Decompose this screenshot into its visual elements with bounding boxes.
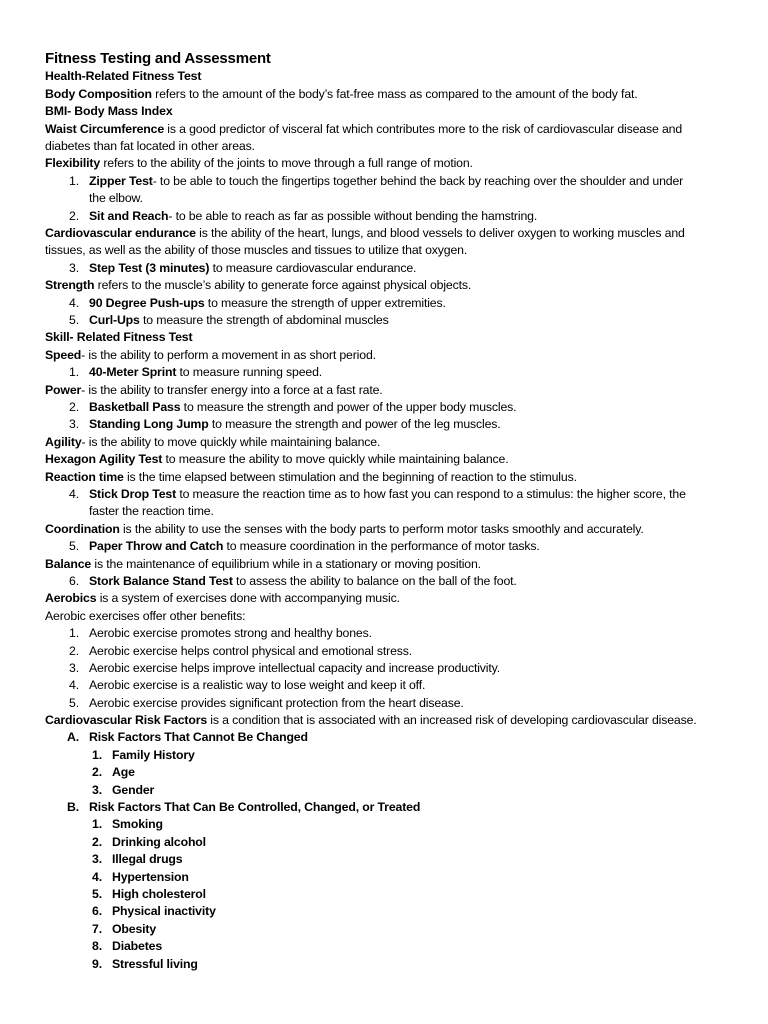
term: Basketball Pass [89, 400, 181, 414]
list-text: Aerobic exercise provides significant protection from the heart disease. [89, 696, 464, 710]
term: Sit and Reach [89, 209, 169, 223]
definition: is the time elapsed between stimulation and the beginning of reaction to the stimulus. [123, 470, 577, 484]
waist-circumference-line [45, 121, 682, 138]
list-text: Physical inactivity [112, 904, 216, 918]
speed-line [45, 347, 376, 364]
page-title: Fitness Testing and Assessment [45, 50, 271, 67]
category-text: Risk Factors That Can Be Controlled, Changed, or Treated [89, 800, 421, 814]
list-number: 2. [69, 644, 79, 658]
list-text: Hypertension [112, 870, 189, 884]
definition: to measure the strength of abdominal muscles [139, 313, 389, 327]
list-item [45, 260, 416, 277]
list-number: 4. [69, 487, 79, 501]
list-item [45, 677, 425, 694]
list-item-continued: the elbow. [89, 191, 143, 205]
list-number: 2. [92, 765, 102, 779]
list-item [45, 903, 216, 920]
definition: is the maintenance of equilibrium while in a stationary or moving position. [91, 557, 481, 571]
list-text: Drinking alcohol [112, 835, 206, 849]
list-item [45, 625, 372, 642]
definition: refers to the ability of the joints to move through a full range of motion. [100, 156, 473, 170]
category-text: Risk Factors That Cannot Be Changed [89, 730, 308, 744]
definition: to measure the reaction time as to how fast you can respond to a stimulus: the higher score, the [176, 487, 686, 501]
list-text: Obesity [112, 922, 157, 936]
definition: - to be able to reach as far as possible without bending the hamstring. [168, 209, 538, 223]
list-number: 1. [69, 174, 79, 188]
risk-category-b [45, 799, 420, 816]
term: Cardiovascular endurance [45, 226, 196, 240]
section-heading-health-related: Health-Related Fitness Test [45, 69, 202, 83]
list-item-continued: faster the reaction time. [89, 504, 214, 518]
list-number: 3. [69, 661, 79, 675]
list-item [45, 573, 517, 590]
definition: - to be able to touch the fingertips together behind the back by reaching over the shoulder and under [152, 174, 684, 188]
list-text: Diabetes [112, 939, 163, 953]
list-number: 9. [92, 957, 102, 971]
list-item [45, 695, 464, 712]
definition: - is the ability to move quickly while maintaining balance. [81, 435, 381, 449]
list-item [45, 173, 683, 190]
definition: to measure the strength of upper extremities. [204, 296, 446, 310]
bmi-line: BMI- Body Mass Index [45, 104, 173, 118]
list-item [45, 643, 412, 660]
list-number: 1. [92, 817, 102, 831]
list-number: 4. [92, 870, 102, 884]
term: Waist Circumference [45, 122, 165, 136]
definition: - is the ability to transfer energy into a force at a fast rate. [81, 383, 383, 397]
list-text: Smoking [112, 817, 163, 831]
list-number: 7. [92, 922, 102, 936]
definition: to measure the strength and power of the upper body muscles. [180, 400, 517, 414]
list-number: 4. [69, 678, 79, 692]
definition: is the ability to use the senses with the body parts to perform motor tasks smoothly and accurately. [119, 522, 644, 536]
term: Body Composition [45, 87, 152, 101]
list-number: 4. [69, 296, 79, 310]
list-text: Aerobic exercise helps improve intellectual capacity and increase productivity. [89, 661, 501, 675]
list-item [45, 921, 156, 938]
term: Power [45, 383, 82, 397]
term: Reaction time [45, 470, 124, 484]
aerobics-line [45, 590, 400, 607]
term: Zipper Test [89, 174, 153, 188]
list-item [45, 747, 195, 764]
definition: is the ability of the heart, lungs, and blood vessels to deliver oxygen to working muscles and [195, 226, 685, 240]
list-number: 5. [69, 313, 79, 327]
list-number: 5. [92, 887, 102, 901]
balance-line [45, 556, 481, 573]
agility-line [45, 434, 380, 451]
term: Balance [45, 557, 92, 571]
list-number: 3. [92, 783, 102, 797]
aerobic-benefits-intro: Aerobic exercises offer other benefits: [45, 609, 246, 623]
cardiovascular-endurance-line [45, 225, 685, 242]
definition: is a good predictor of visceral fat which contributes more to the risk of cardiovascular disease and [164, 122, 683, 136]
term: 40-Meter Sprint [89, 365, 177, 379]
list-number: 2. [69, 400, 79, 414]
coordination-line [45, 521, 644, 538]
list-number: 6. [92, 904, 102, 918]
list-item [45, 834, 206, 851]
list-item [45, 938, 162, 955]
list-item [45, 538, 540, 555]
list-number: 2. [92, 835, 102, 849]
body-composition-line [45, 86, 638, 103]
definition: to measure cardiovascular endurance. [209, 261, 417, 275]
risk-factors-line [45, 712, 697, 729]
list-text: Gender [112, 783, 155, 797]
list-number: 5. [69, 539, 79, 553]
list-item [45, 486, 686, 503]
list-number: 3. [92, 852, 102, 866]
list-text: Age [112, 765, 135, 779]
definition: is a system of exercises done with accompanying music. [96, 591, 400, 605]
term: Step Test (3 minutes) [89, 261, 210, 275]
list-text: Aerobic exercise promotes strong and healthy bones. [89, 626, 372, 640]
list-number: 5. [69, 696, 79, 710]
list-number: 1. [92, 748, 102, 762]
section-heading-skill-related: Skill- Related Fitness Test [45, 330, 193, 344]
term: Stick Drop Test [89, 487, 177, 501]
term: Flexibility [45, 156, 101, 170]
list-item [45, 816, 163, 833]
list-number: 1. [69, 365, 79, 379]
definition: to measure the strength and power of the leg muscles. [208, 417, 501, 431]
list-number: 8. [92, 939, 102, 953]
list-item [45, 660, 500, 677]
hexagon-agility-line [45, 451, 508, 468]
cardiovascular-endurance-continued: tissues, as well as the ability of those muscles and tissues to utilize that oxygen. [45, 243, 468, 257]
term: 90 Degree Push-ups [89, 296, 205, 310]
term: Hexagon Agility Test [45, 452, 163, 466]
waist-circumference-continued: diabetes than fat located in other areas. [45, 139, 255, 153]
term: Aerobics [45, 591, 97, 605]
term: Curl-Ups [89, 313, 140, 327]
list-item [45, 764, 135, 781]
list-number: 2. [69, 209, 79, 223]
list-number: 3. [69, 417, 79, 431]
list-item [45, 364, 322, 381]
definition: refers to the amount of the body’s fat-free mass as compared to the amount of the body fat. [151, 87, 638, 101]
list-text: High cholesterol [112, 887, 206, 901]
definition: is a condition that is associated with an increased risk of developing cardiovascular disease. [207, 713, 697, 727]
list-text: Stressful living [112, 957, 198, 971]
power-line [45, 382, 383, 399]
list-item [45, 295, 446, 312]
term: Stork Balance Stand Test [89, 574, 233, 588]
list-number: 3. [69, 261, 79, 275]
list-letter: A. [67, 730, 79, 744]
term: Standing Long Jump [89, 417, 209, 431]
list-letter: B. [67, 800, 79, 814]
term: Speed [45, 348, 82, 362]
list-text: Aerobic exercise is a realistic way to lose weight and keep it off. [89, 678, 426, 692]
list-item [45, 886, 206, 903]
list-item [45, 399, 516, 416]
definition: refers to the muscle’s ability to generate force against physical objects. [94, 278, 472, 292]
list-item [45, 956, 198, 973]
list-item [45, 869, 189, 886]
list-item [45, 312, 389, 329]
list-text: Aerobic exercise helps control physical and emotional stress. [89, 644, 413, 658]
term: Paper Throw and Catch [89, 539, 224, 553]
risk-category-a [45, 729, 308, 746]
list-text: Illegal drugs [112, 852, 183, 866]
strength-line [45, 277, 471, 294]
definition: to measure the ability to move quickly while maintaining balance. [162, 452, 509, 466]
definition: to measure running speed. [176, 365, 323, 379]
list-number: 1. [69, 626, 79, 640]
term: Strength [45, 278, 95, 292]
list-text: Family History [112, 748, 195, 762]
definition: to assess the ability to balance on the ball of the foot. [232, 574, 517, 588]
list-item [45, 782, 154, 799]
list-number: 6. [69, 574, 79, 588]
list-item [45, 416, 501, 433]
reaction-time-line [45, 469, 577, 486]
term: Agility [45, 435, 82, 449]
definition: to measure coordination in the performance of motor tasks. [223, 539, 540, 553]
term: Coordination [45, 522, 120, 536]
list-item [45, 208, 537, 225]
flexibility-line [45, 155, 473, 172]
definition: - is the ability to perform a movement in as short period. [81, 348, 376, 362]
term: Cardiovascular Risk Factors [45, 713, 208, 727]
list-item [45, 851, 182, 868]
